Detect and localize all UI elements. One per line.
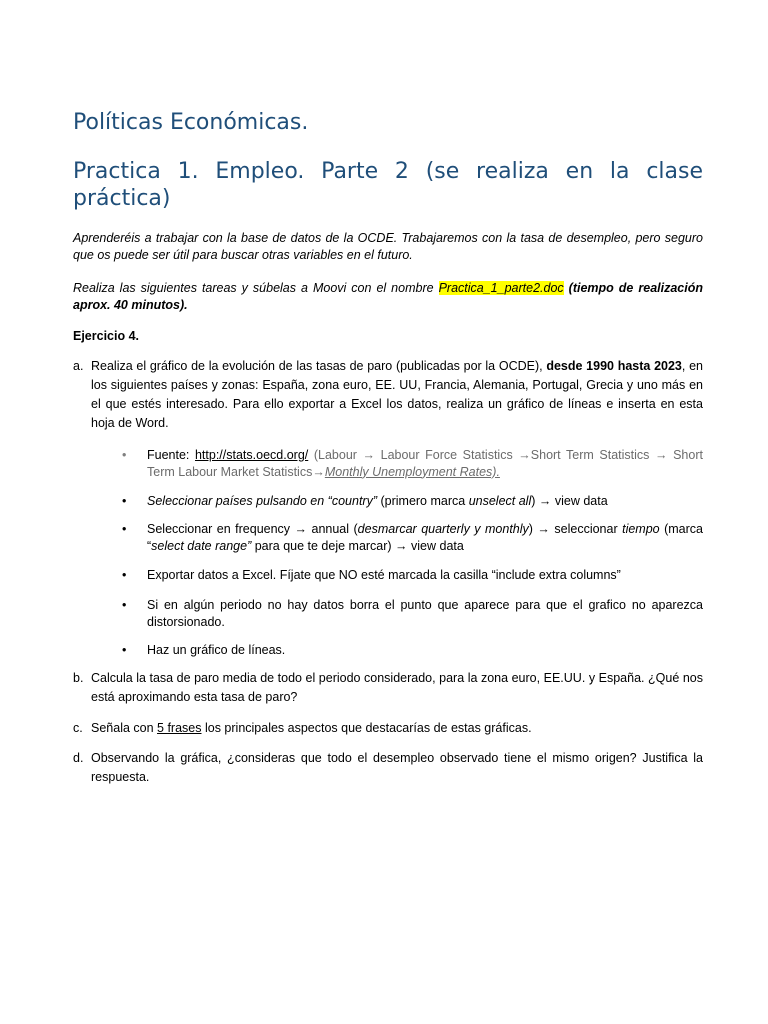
bullet-line-chart [122,642,703,659]
bullet-text: Haz un gráfico de líneas. [147,643,286,657]
bullet-icon: • [122,522,127,536]
list-item-text: Observando la gráfica, ¿consideras que todo el desempleo observado tiene el mismo origen? Justifica la respuesta. [91,751,703,784]
bullet-icon: • [122,598,127,612]
list-item-b [73,669,703,707]
bullet-icon: • [122,494,127,508]
list-item-text: Calcula la tasa de paro media de todo el periodo considerado, para la zona euro, EE.UU. y España. ¿Qué nos está aproximando esta tasa de paro? [91,671,703,704]
bullet-frequency [122,521,703,554]
exercise-title: Ejercicio 4. [73,329,140,343]
bullet-icon: • [122,643,127,657]
bullet-select-countries [122,493,703,510]
arrow-icon: → [294,522,308,536]
list-marker: a. [73,359,84,373]
bullet-text-1: (primero marca [377,494,469,508]
bullet-text [147,493,703,510]
bullet-text [147,521,703,554]
bullet-text-2: annual ( [307,522,358,536]
bullet-text-1: Seleccionar en frequency [147,522,295,536]
list-marker: b. [73,671,84,685]
list-item-text [91,719,703,738]
oecd-link[interactable]: http://stats.oecd.org/ [194,448,309,462]
bullet-text-italic-2: tiempo [622,522,660,536]
item-a-bold: desde 1990 hasta 2023 [546,359,682,373]
task-filename: Practica_1_parte2.doc [438,281,564,295]
source-label: Fuente: [147,448,195,462]
list-item-d [73,749,703,787]
bullet-text-italic: Seleccionar países pulsando en “country” [147,494,377,508]
item-c-text-2: los principales aspectos que destacarías de estas gráficas. [201,721,532,735]
bullet-text [147,447,703,480]
bullet-text-5: para que te deje marcar) → view data [251,538,464,553]
source-path: (Labour → Labour Force Statistics →Short Term Statistics → Short Term Labour Market Statistics→ [147,448,703,479]
list-marker: d. [73,751,84,765]
document-subtitle: Practica 1. Empleo. Parte 2 (se realiza en la clase práctica) [73,159,703,211]
item-a-text-2: , en los siguientes países y zonas: España, zona euro, EE. UU, Francia, Alemania, Portugal, Grecia y uno más en el que estés interesado. Para ello exportar a Excel los datos, realiza un gráfico de líneas e inserta en esta hoja de Word. [91,359,703,430]
bullet-text-italic-1: desmarcar quarterly y monthly [357,522,529,536]
bullet-icon: • [122,568,127,582]
monthly-unemployment-link[interactable]: Monthly Unemployment Rates). [324,464,500,479]
bullet-icon: • [122,448,127,462]
bullet-text: Exportar datos a Excel. Fíjate que NO esté marcada la casilla “include extra columns” [147,568,621,582]
bullet-text-italic-2: unselect all [468,494,532,508]
task-time: (tiempo de realización aprox. 40 minutos). [73,281,703,312]
task-paragraph [73,280,703,313]
bullet-text-4: (marca “ [147,522,703,553]
list-item-a [73,357,703,433]
list-item-text [91,357,703,433]
task-text: Realiza las siguientes tareas y súbelas a Moovi con el nombre [73,281,434,295]
document-title: Políticas Económicas. [73,110,309,135]
bullet-text-italic-3: select date range” [151,538,252,553]
bullet-text-3: ) → seleccionar [528,522,623,536]
item-c-underlined: 5 frases [157,721,202,735]
bullet-missing-data [122,597,703,630]
item-c-text-1: Señala con [91,721,158,735]
item-a-text-1: Realiza el gráfico de la evolución de las tasas de paro (publicadas por la OCDE), [91,359,547,373]
intro-paragraph: Aprenderéis a trabajar con la base de datos de la OCDE. Trabajaremos con la tasa de desempleo, pero seguro que os puede ser útil para buscar otras variables en el futuro. [73,231,703,262]
bullet-source [122,447,703,480]
list-marker: c. [73,721,83,735]
bullet-text: Si en algún periodo no hay datos borra el punto que aparece para que el grafico no aparezca distorsionado. [147,598,703,629]
bullet-export [122,567,703,584]
bullet-text-2: ) → view data [531,494,608,508]
list-item-c [73,719,703,738]
